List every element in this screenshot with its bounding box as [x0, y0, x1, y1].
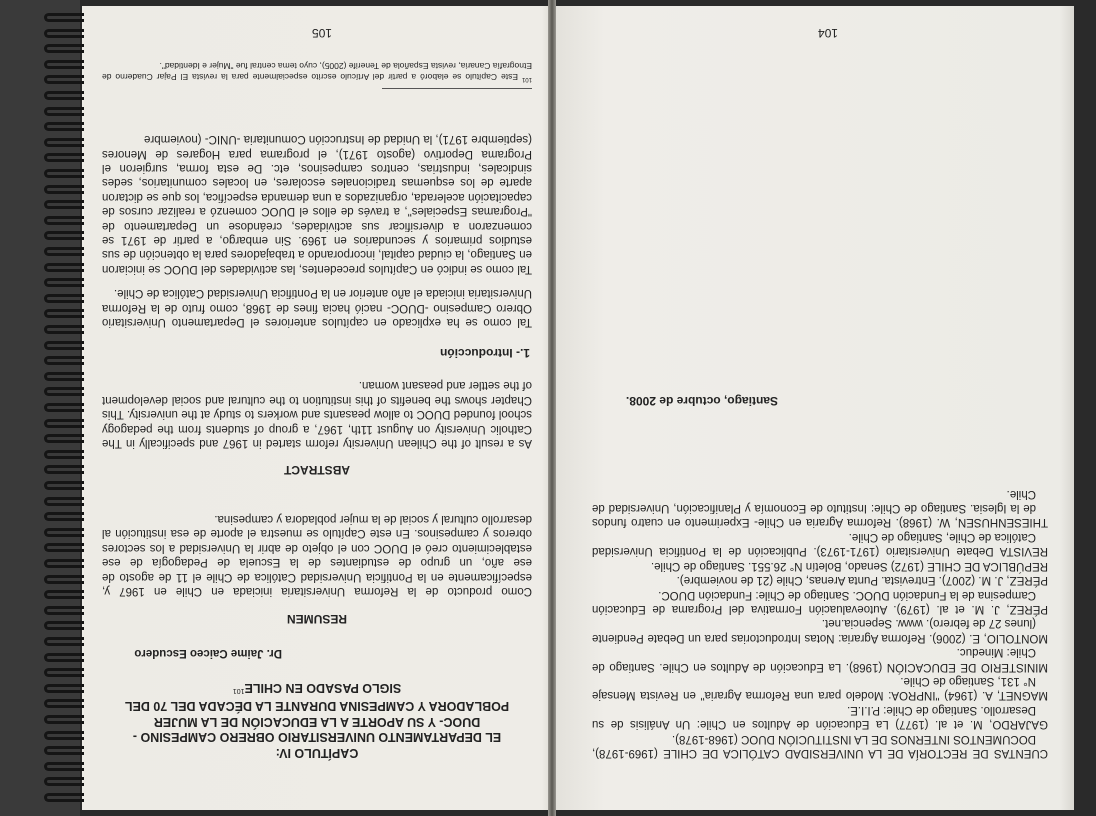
- right-page: [82, 6, 552, 810]
- resumen-heading: RESUMEN: [287, 612, 348, 626]
- footnote-divider: [382, 88, 532, 89]
- spiral-coil: [44, 746, 84, 755]
- introduction-paragraph: Tal como se ha explicado en capítulos anteriores el Departamento Universitario Obrero Campesino -DUOC- nació hacia fines de 1968, como fruto de la Reforma Universitaria iniciada el año anterior en la Pontificia Universidad Católica de Chile.: [102, 287, 532, 328]
- spiral-coil: [44, 512, 84, 521]
- spiral-coil: [44, 559, 84, 568]
- spiral-coil: [44, 684, 84, 693]
- reference-entry: MINISTERIO DE EDUCACIÓN (1968). La Educación de Adultos en Chile. Santiago de Chile: Mineduc.: [592, 646, 1048, 673]
- page-number: 104: [817, 26, 838, 40]
- spiral-coil: [44, 91, 84, 100]
- footnote-marker: 101: [232, 687, 245, 694]
- reference-entry: GAJARDO, M. et al. (1977) La Educación de Adultos en Chile: Un Análisis de su Desarrollo. Santiago de Chile: P.I.I.E.: [592, 703, 1048, 731]
- spiral-coil: [44, 294, 84, 303]
- spiral-coil: [44, 309, 84, 318]
- spiral-coil: [44, 668, 84, 677]
- spiral-coil: [44, 543, 84, 552]
- reference-entry: PÉREZ, J. M. et al. (1979). Autoevaluación Formativa del Programa de Educación Campesina de la Fundación DUOC. Santiago de Chile: Fundación DUOC.: [592, 588, 1048, 615]
- spiral-coil: [44, 465, 84, 474]
- spiral-coil: [44, 200, 84, 209]
- spiral-coil: [44, 653, 84, 662]
- spiral-coil: [44, 372, 84, 381]
- left-page: [552, 6, 1074, 810]
- spiral-coil: [44, 419, 84, 428]
- spiral-coil: [44, 731, 84, 740]
- chapter-title-line: DUOC- Y SU APORTE A LA EDUCACIÓN DE LA MUJER: [153, 715, 481, 729]
- spiral-coil: [44, 434, 84, 443]
- author: Dr. Jaime Caiceo Escudero: [134, 647, 282, 659]
- spiral-coil: [44, 387, 84, 396]
- spiral-coil: [44, 13, 84, 22]
- reference-list: [592, 486, 1048, 760]
- spiral-coil: [44, 216, 84, 225]
- spiral-coil: [44, 699, 84, 708]
- spiral-coil: [44, 122, 84, 131]
- spiral-coil: [44, 450, 84, 459]
- spiral-coil: [44, 606, 84, 615]
- reference-entry: CUENTAS DE RECTORÍA DE LA UNIVERSIDAD CATÓLICA DE CHILE (1969-1978), DOCUMENTOS INTERNOS DE LA INSTITUCIÓN DUOC (1968-1978).: [592, 732, 1048, 759]
- introduction-body: [102, 122, 532, 329]
- spiral-coil: [44, 575, 84, 584]
- abstract-paragraph: As a result of the Chilean University reform started in 1967 and specifically in The Catholic University on August 11th, 1967, a group of students from the pedagogy school founded DUOC to allow peasants and workers to study at the university. This Chapter shows the benefits of this institution to the cultural and social development of the settler and peasant woman.: [102, 379, 532, 449]
- spiral-coil: [44, 637, 84, 646]
- footnote: [102, 60, 532, 84]
- spiral-coil: [44, 621, 84, 630]
- spiral-coil: [44, 341, 84, 350]
- reference-entry: MAGNET, A. (1964) "INPROA: Modelo para una Reforma Agraria" en Revista Mensaje N° 131, Santiago de Chile.: [592, 674, 1048, 702]
- reference-entry: THIESENHUSEN, W. (1968). Reforma Agraria en Chile- Experimento en cuatro fundos de la Iglesia. Santiago de Chile: Instituto de Economía y Planificación, Universidad de Chile.: [592, 487, 1048, 529]
- spiral-coil: [44, 60, 84, 69]
- spiral-coil: [44, 715, 84, 724]
- chapter-title-line: SIGLO PASADO EN CHILE: [244, 680, 402, 695]
- spiral-coil: [44, 231, 84, 240]
- reference-entry: REVISTA Debate Universitario (1971-1973). Publicación de la Pontificia Universidad Católica de Chile, Santiago de Chile.: [592, 530, 1048, 558]
- spiral-coil: [44, 278, 84, 287]
- reference-entry: REPÚBLICA DE CHILE (1972) Senado, Boletín N° 26.551. Santiago de Chile.: [650, 559, 1048, 572]
- reference-entry: MONTOLIO, E. (2006). Reforma Agraria: Notas Introductorias para un Debate Pendiente (lunes 27 de febrero). www. Sepencia.net.: [592, 617, 1048, 644]
- resumen-paragraph: Como producto de la Reforma Universitaria iniciada en Chile en 1967 y, específicamente en la Pontificia Universidad Católica de Chile el 11 de agosto de ese año, un grupo de estudiantes de la Escuela de Pedagogía de ese establecimiento creó el DUOC con el objeto de abrir la Universidad a los sectores obreros y campesinos. En este Capítulo se muestra el aporte de esa institución al desarrollo cultural y social de la mujer pobladora y campesina.: [102, 512, 532, 597]
- spiral-coil: [44, 138, 84, 147]
- spiral-coil: [44, 107, 84, 116]
- spiral-coil: [44, 777, 84, 786]
- spiral-coil: [44, 590, 84, 599]
- spiral-coil: [44, 169, 84, 178]
- spiral-coil: [44, 762, 84, 771]
- chapter-title-line: EL DEPARTAMENTO UNIVERSITARIO OBRERO CAMPESINO -: [132, 730, 502, 745]
- spiral-coil: [44, 356, 84, 365]
- footnote-text: Este Capítulo se elaboró a partir del Artículo escrito especialmente para la revista El Pajar Cuaderno de Etnografía Canaria, revista Española de Tenerife (2005), cuyo tema central fue "Mujer e Identidad".: [101, 61, 532, 83]
- book-spine: [548, 0, 556, 816]
- footnote-number: 101: [521, 76, 532, 82]
- spiral-coil: [44, 497, 84, 506]
- chapter-label: CAPÍTULO IV:: [275, 746, 359, 760]
- spiral-coil: [44, 528, 84, 537]
- spiral-coil: [44, 185, 84, 194]
- spiral-coil: [44, 153, 84, 162]
- chapter-title-line: POBLADORA Y CAMPESINA DURANTE LA DÉCADA DEL 70 DEL: [124, 699, 510, 714]
- reference-entry: PÉREZ, J. M. (2007). Entrevista. Punta Arenas, Chile (21 de noviembre).: [676, 574, 1048, 587]
- spiral-coil: [44, 44, 84, 53]
- closing-place-date: Santiago, octubre de 2008.: [625, 394, 778, 408]
- spiral-coil: [44, 403, 84, 412]
- spiral-coil: [44, 793, 84, 802]
- bleed-through-text: [602, 347, 1042, 360]
- spiral-coil: [44, 247, 84, 256]
- chapter-heading: [102, 679, 532, 760]
- spiral-coil: [44, 75, 84, 84]
- spiral-coil: [44, 325, 84, 334]
- abstract-heading: ABSTRACT: [284, 463, 350, 477]
- spiral-coil: [44, 481, 84, 490]
- spiral-coil: [44, 29, 84, 38]
- page-number: 105: [311, 26, 332, 40]
- introduction-paragraph: Tal como se indicó en Capítulos precedentes, las actividades del DUOC se iniciaron en Santiago, la ciudad capital, incorporando a trabajadores para la obtención de sus estudios primarios y secundarios en 1969. Sin embargo, a partir de 1971 se comenzaron a diversificar sus actividades, creándose un Departamento de "Programas Especiales", a través de ellos el DUOC comenzó a realizar cursos de capacitación acelerada, organizados a una demanda específica, los que se dictaron aparte de los esquemas tradicionales escolares, en locales comunitarios, sedes sindicales, industrias, centros campesinos, etc. De esta forma, surgieron el Programa Deportivo (agosto 1971), el programa para Hogares de Menores (septiembre 1971), la Unidad de Instrucción Comunitaria -UNIC- (noviembre: [102, 133, 532, 275]
- spiral-coil: [44, 263, 84, 272]
- introduction-heading: 1.- Introducción: [440, 346, 530, 360]
